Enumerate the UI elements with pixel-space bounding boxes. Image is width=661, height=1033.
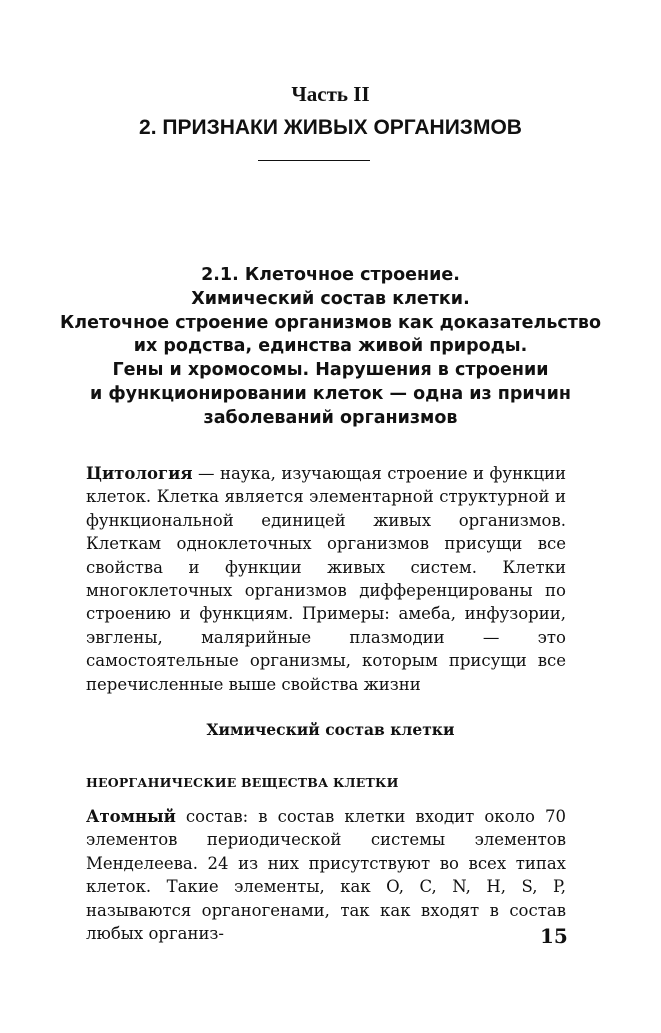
page-number: 15 [540, 924, 568, 948]
chapter-title: 2. ПРИЗНАКИ ЖИВЫХ ОРГАНИЗМОВ [139, 116, 522, 139]
section-heading [40, 264, 621, 431]
section-heading-line: их родства, единства живой природы. [133, 336, 528, 357]
section-heading-line: Гены и хромосомы. Нарушения в строении [112, 360, 549, 381]
caps-heading: НЕОРГАНИЧЕСКИЕ ВЕЩЕСТВА КЛЕТКИ [86, 775, 399, 790]
atomic-text: состав: в состав клетки входит около 70 элементов периодической системы элементов Менделеева. 24 из них присутствуют во всех типах клеток. Такие элементы, как O, C, N, H, S, P, называются органогенами, так как входят в состав любых организ- [86, 807, 566, 944]
section-heading-line: Клеточное строение организмов как доказательство [60, 312, 601, 333]
section-heading-line: заболеваний организмов [203, 407, 458, 428]
section-heading-line: и функционировании клеток — одна из причин [89, 383, 572, 404]
subsection-title: Химический состав клетки [206, 720, 455, 739]
title-divider [258, 160, 370, 161]
intro-paragraph [86, 462, 566, 696]
atomic-paragraph [86, 805, 566, 945]
section-heading-line: 2.1. Клеточное строение. [201, 265, 460, 285]
atomic-term: Атомный [86, 807, 176, 826]
section-heading-line: Химический состав клетки. [191, 288, 470, 309]
part-title: Часть II [291, 82, 370, 106]
intro-term: Цитология [86, 464, 193, 483]
intro-text: — наука, изучающая строение и функции клеток. Клетка является элементарной структурной и функциональной единицей живых организмов. Клеткам одноклеточных организмов присущи все свойства и функции живых систем. Клетки многоклеточных организмов дифференцированы по строению и функциям. Примеры: амеба, инфузории, эвглены, малярийные плазмодии — это самостоятельные организмы, которым присущи все перечисленные выше свойства жизни [86, 464, 566, 694]
